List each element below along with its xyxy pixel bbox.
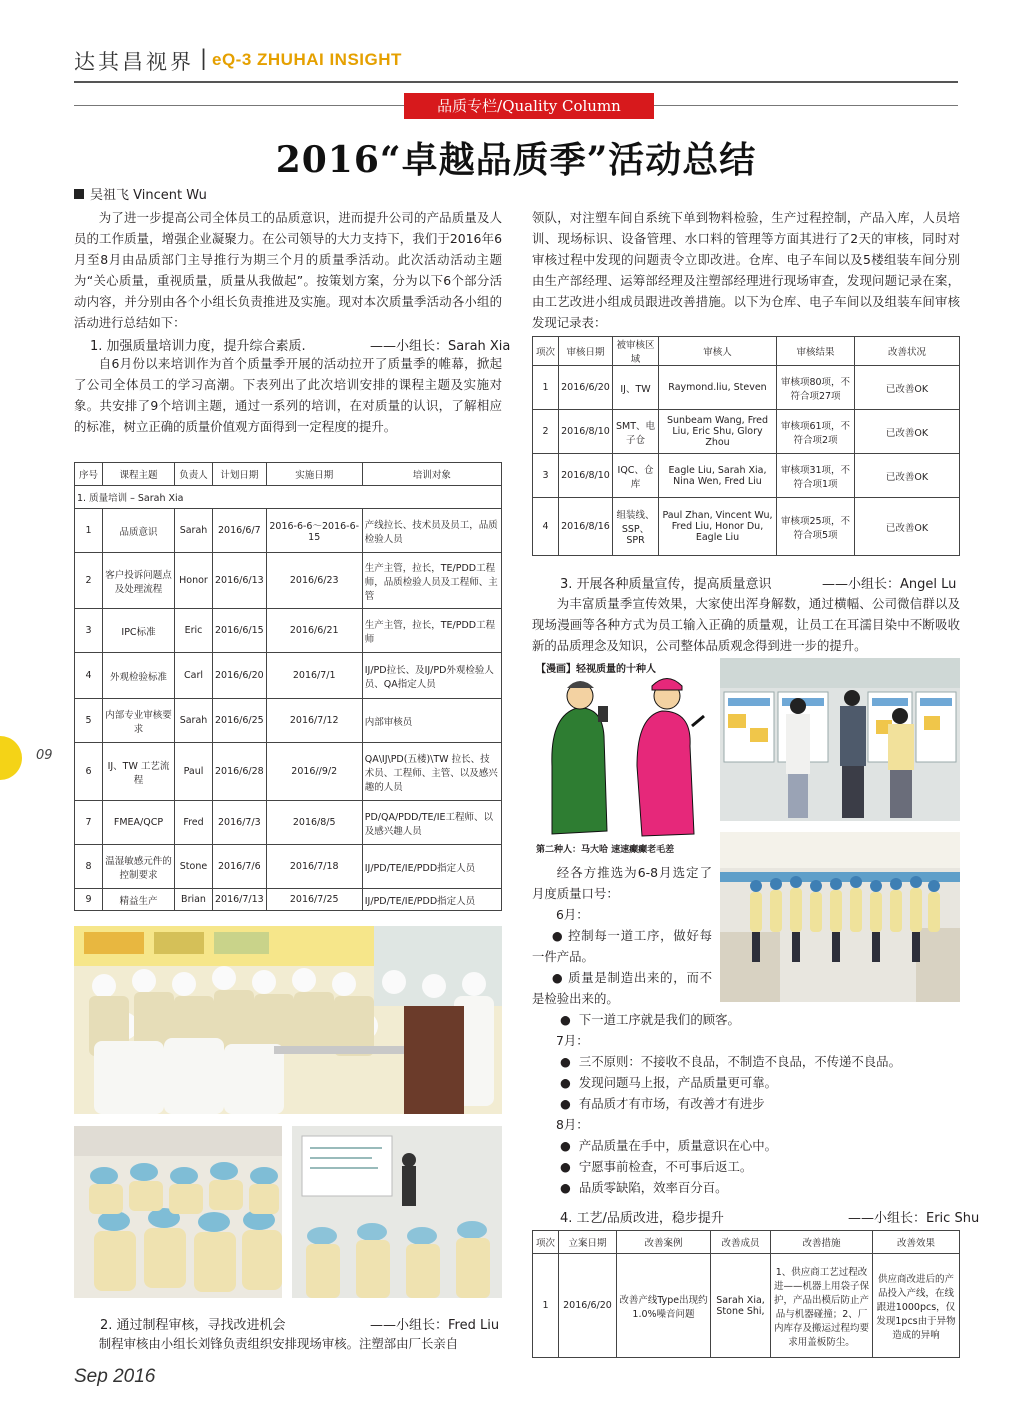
training-cell: Paul (175, 743, 213, 801)
section1-paragraph: 自6月份以来培训作为首个质量季开展的活动拉开了质量季的帷幕，掀起了公司全体员工的学习高潮。下表列出了此次培训安排的课程主题及实施对象。共安排了9个培训主题，通过一系列的培训，在对质量的认识，了解相应的标准，树立正确的质量价值观方面得到一定程度的提升。 (74, 356, 502, 434)
improvement-table-header (533, 1231, 960, 1254)
audit-cell: 4 (533, 498, 559, 556)
audit-cell: 2 (533, 410, 559, 454)
training-cell: 客户投诉问题点及处理流程 (103, 553, 175, 609)
audit-header-cell: 审核日期 (559, 337, 613, 366)
training-row (75, 553, 502, 609)
cartoon-illustration (532, 656, 710, 862)
training-cell: Sarah (175, 509, 213, 553)
section2-paragraph-continued: 领队，对注塑车间自系统下单到物料检验，生产过程控制，产品入库，人员培训、现场标识、设备管理、水口料的管理等方面其进行了2天的审核，同时对审核过程中发现的问题责令立即改进。仓库、电子车间以及5楼组装车间分别由生产部经理、运筹部经理及注塑部经理进行现场审查，发现问题记录在案，由工艺改进小组成员跟进改善措施。以下为仓库、电子车间以及组装车间审核发现记录表： (532, 210, 960, 330)
july-label: 7月： (556, 1033, 589, 1048)
training-cell: 2016/7/12 (266, 699, 362, 743)
training-cell: FMEA/QCP (103, 801, 175, 845)
audit-cell: 审核项80项，不符合项27项 (777, 366, 855, 410)
author-name: 吴祖飞 Vincent Wu (90, 188, 207, 203)
audit-header-cell: 被审核区域 (613, 337, 659, 366)
training-cell: 2 (75, 553, 103, 609)
audit-cell: 审核项25项，不符合项5项 (777, 498, 855, 556)
training-cell: 2016/7/6 (213, 845, 267, 889)
training-cell: 2016/6/25 (213, 699, 267, 743)
june-slogan-2-text: 质量是制造出来的，而不是检验出来的。 (532, 970, 712, 1006)
audit-row (533, 454, 960, 498)
aug-slogan-3: ● 品质零缺陷，效率百分百。 (560, 1177, 728, 1198)
improvement-cell: 改善产线Type出现约1.0%噪音问题 (617, 1254, 711, 1358)
improvement-header-cell: 改善效果 (873, 1231, 960, 1254)
aug-slogan-2: ● 宁愿事前检查，不可事后返工。 (560, 1156, 752, 1177)
improvement-cell: 供应商改进后的产品投入产线，在线跟进1000pcs，仅发现1pcs由于异物造成的异响 (873, 1254, 960, 1358)
training-cell: 生产主管，拉长，TE/PDD工程师 (362, 609, 501, 653)
improvement-table (532, 1230, 960, 1358)
training-photo-right (292, 1126, 502, 1298)
audit-cell: SMT、电子仓 (613, 410, 659, 454)
audit-row (533, 366, 960, 410)
training-cell: IJ/PD拉长、及IJ/PD外观检验人员、QA指定人员 (362, 653, 501, 699)
page-number: 09 (36, 748, 53, 763)
training-cell: Eric (175, 609, 213, 653)
training-cell: 2016/7/1 (266, 653, 362, 699)
training-cell: 2016/6/21 (266, 609, 362, 653)
audit-cell: Sunbeam Wang, Fred Liu, Eric Shu, Glory Zhou (659, 410, 777, 454)
section1-leader: ——小组长：Sarah Xia (370, 339, 511, 354)
training-cell: QA\IJ\PD(五楼)\TW 拉长、技术员、工程师、主管、以及感兴趣的人员 (362, 743, 501, 801)
training-cell: 2016/6/20 (213, 653, 267, 699)
training-cell: Brian (175, 889, 213, 911)
audit-cell: Raymond.liu, Steven (659, 366, 777, 410)
improvement-header-cell: 改善措施 (771, 1231, 873, 1254)
june-label: 6月： (556, 907, 589, 922)
training-cell: 2016/6/15 (213, 609, 267, 653)
training-header-cell: 计划日期 (213, 463, 267, 486)
audit-cell: 审核项61项，不符合项2项 (777, 410, 855, 454)
training-cell: 2016/6/7 (213, 509, 267, 553)
training-cell: 4 (75, 653, 103, 699)
audit-cell: Eagle Liu, Sarah Xia, Nina Wen, Fred Liu (659, 454, 777, 498)
intro-paragraph: 为了进一步提高公司全体员工的品质意识，进而提升公司的产品质量及人员的工作质量，增强企业凝聚力。在公司领导的大力支持下，我们于2016年6月至8月由品质部门主导推行为期三个月的质量季活动。此次活动活动主题为“关心质量，重视质量，质量从我做起”。按策划方案，分为以下6个部分活动内容，并分别由各个小组长负责推进及实施。现对本次质量季活动各小组的活动进行总结如下： (74, 210, 502, 330)
training-cell: 2016/7/18 (266, 845, 362, 889)
magazine-title-zh: 达其昌视界 (74, 50, 194, 74)
training-cell: 2016/6/23 (266, 553, 362, 609)
training-table-header (75, 463, 502, 486)
workshop-photo (720, 832, 960, 1002)
training-cell: 8 (75, 845, 103, 889)
training-header-cell: 负责人 (175, 463, 213, 486)
training-cell: 外观检验标准 (103, 653, 175, 699)
header-rule (74, 81, 958, 83)
audit-cell: 已改善OK (855, 498, 960, 556)
training-row (75, 889, 502, 911)
training-row (75, 801, 502, 845)
training-cell: IPC标准 (103, 609, 175, 653)
section4-leader: ——小组长：Eric Shu (848, 1211, 980, 1226)
audit-row (533, 410, 960, 454)
training-cell: 2016/7/25 (266, 889, 362, 911)
cartoon-caption: 第二种人：马大哈 速速癫癫老毛差 (536, 845, 675, 855)
improvement-row (533, 1254, 960, 1358)
july-slogan-2: ● 发现问题马上报，产品质量更可靠。 (560, 1072, 777, 1093)
july-slogan-3: ● 有品质才有市场，有改善才有进步 (560, 1093, 765, 1114)
training-cell: 精益生产 (103, 889, 175, 911)
training-row (75, 509, 502, 553)
training-cell: 2016/8/5 (266, 801, 362, 845)
audit-cell: 2016/8/10 (559, 410, 613, 454)
training-cell: 2016/6/13 (213, 553, 267, 609)
square-bullet-icon (74, 189, 84, 199)
training-cell: 2016-6-6～2016-6-15 (266, 509, 362, 553)
training-cell: Fred (175, 801, 213, 845)
july-slogan-1: ● 三不原则：不接收不良品，不制造不良品，不传递不良品。 (560, 1051, 901, 1072)
section3-leader: ——小组长：Angel Lu (822, 577, 957, 592)
training-cell: 2016/7/3 (213, 801, 267, 845)
slogan-intro: 经各方推选为6-8月选定了月度质量口号： (532, 865, 712, 901)
training-header-cell: 培训对象 (362, 463, 501, 486)
cartoon-title: 轻视质量的十种人 (576, 664, 656, 675)
column-badge: 品质专栏/Quality Column (404, 93, 654, 119)
improvement-header-cell: 项次 (533, 1231, 559, 1254)
section1-title: 1. 加强质量培训力度，提升综合素质. (90, 339, 306, 354)
training-cell: 6 (75, 743, 103, 801)
audit-cell: Paul Zhan, Vincent Wu, Fred Liu, Honor Du, Eagle Liu (659, 498, 777, 556)
training-cell: 内部审核员 (362, 699, 501, 743)
training-cell: Carl (175, 653, 213, 699)
audit-cell: 2016/8/10 (559, 454, 613, 498)
training-cell: 9 (75, 889, 103, 911)
june-slogan-1: ● 控制每一道工序，做好每一件产品。 (532, 928, 712, 964)
improvement-header-cell: 立案日期 (559, 1231, 617, 1254)
magazine-title-en: eQ-3 ZHUHAI INSIGHT (212, 50, 402, 69)
issue-date: Sep 2016 (74, 1366, 156, 1387)
training-header-cell: 实施日期 (266, 463, 362, 486)
training-cell: 5 (75, 699, 103, 743)
improvement-cell: 1、供应商工艺过程改进——机器上用袋子保护，产品出模后防止产品与机器碰撞；2、厂内库存及搬运过程均要求用盖板防尘。 (771, 1254, 873, 1358)
quality-poster-photo (720, 658, 960, 821)
audit-cell: 3 (533, 454, 559, 498)
improvement-header-cell: 改善成员 (711, 1231, 771, 1254)
section2-leader: ——小组长：Fred Liu (370, 1318, 500, 1333)
audit-table-header (533, 337, 960, 366)
audit-row (533, 498, 960, 556)
training-cell: 7 (75, 801, 103, 845)
training-row (75, 653, 502, 699)
training-cell: 品质意识 (103, 509, 175, 553)
training-cell: Sarah (175, 699, 213, 743)
audit-cell: 组装线、SSP、SPR (613, 498, 659, 556)
training-cell: 3 (75, 609, 103, 653)
training-row (75, 845, 502, 889)
improvement-cell: 2016/6/20 (559, 1254, 617, 1358)
training-cell: 1 (75, 509, 103, 553)
aug-label: 8月： (556, 1117, 589, 1132)
training-header-cell: 课程主题 (103, 463, 175, 486)
training-cell: 2016//9/2 (266, 743, 362, 801)
audit-header-cell: 审核结果 (777, 337, 855, 366)
section3-title: 3. 开展各种质量宣传，提高质量意识 (560, 577, 772, 592)
june-slogan-1-text: 控制每一道工序，做好每一件产品。 (532, 928, 712, 964)
audit-header-cell: 改善状况 (855, 337, 960, 366)
audit-cell: IQC、仓库 (613, 454, 659, 498)
audit-cell: 已改善OK (855, 366, 960, 410)
training-cell: 生产主管，拉长，TE/PDD工程师，品质检验人员及工程师、主管 (362, 553, 501, 609)
training-cell: IJ、TW 工艺流程 (103, 743, 175, 801)
aug-slogan-1: ● 产品质量在手中，质量意识在心中。 (560, 1135, 777, 1156)
training-cell: Stone (175, 845, 213, 889)
training-cell: 内部专业审核要求 (103, 699, 175, 743)
header-separator: | (200, 46, 208, 70)
section3-paragraph: 为丰富质量季宣传效果，大家使出浑身解数，通过横幅、公司微信群以及现场漫画等各种方式为员工输入正确的质量观，让员工在耳濡目染中不断吸收新的品质理念及知识，公司整体品质观念得到进一步的提升。 (532, 596, 960, 653)
article-title: 2016“卓越品质季”活动总结 (275, 139, 757, 181)
training-cell: 2016/7/13 (213, 889, 267, 911)
improvement-cell: 1 (533, 1254, 559, 1358)
audit-cell: 审核项31项，不符合项1项 (777, 454, 855, 498)
audit-cell: IJ、TW (613, 366, 659, 410)
audit-cell: 1 (533, 366, 559, 410)
cartoon-tag: 【漫画】 (536, 664, 576, 675)
training-cell: 2016/6/28 (213, 743, 267, 801)
audit-header-cell: 项次 (533, 337, 559, 366)
section2-paragraph: 制程审核由小组长刘锋负责组织安排现场审核。注塑部由厂长亲自 (98, 1336, 459, 1351)
training-group-row: 1. 质量培训 – Sarah Xia (75, 486, 502, 509)
training-photo-large (74, 926, 502, 1114)
training-cell: IJ/PD/TE/IE/PDD指定人员 (362, 845, 501, 889)
training-cell: 温湿敏感元件的控制要求 (103, 845, 175, 889)
audit-cell: 已改善OK (855, 454, 960, 498)
page-tab-marker (0, 736, 22, 780)
training-row (75, 743, 502, 801)
training-cell: PD/QA/PDD/TE/IE工程师、以及感兴趣人员 (362, 801, 501, 845)
training-row (75, 699, 502, 743)
audit-header-cell: 审核人 (659, 337, 777, 366)
training-cell: Honor (175, 553, 213, 609)
training-header-cell: 序号 (75, 463, 103, 486)
training-cell: IJ/PD/TE/IE/PDD指定人员 (362, 889, 501, 911)
audit-cell: 已改善OK (855, 410, 960, 454)
training-row (75, 609, 502, 653)
june-slogan-2: ● 质量是制造出来的，而不是检验出来的。 (532, 970, 712, 1006)
section4-title: 4. 工艺/品质改进，稳步提升 (560, 1211, 724, 1226)
june-slogan-3: ● 下一道工序就是我们的顾客。 (560, 1009, 740, 1030)
author-line (74, 184, 207, 203)
audit-cell: 2016/6/20 (559, 366, 613, 410)
section2-title: 2. 通过制程审核，寻找改进机会 (100, 1318, 286, 1333)
training-photo-left (74, 1126, 282, 1298)
improvement-cell: Sarah Xia, Stone Shi, (711, 1254, 771, 1358)
training-table (74, 462, 502, 911)
audit-cell: 2016/8/16 (559, 498, 613, 556)
audit-table (532, 336, 960, 556)
training-cell: 产线拉长、技术员及员工，品质检验人员 (362, 509, 501, 553)
improvement-header-cell: 改善案例 (617, 1231, 711, 1254)
